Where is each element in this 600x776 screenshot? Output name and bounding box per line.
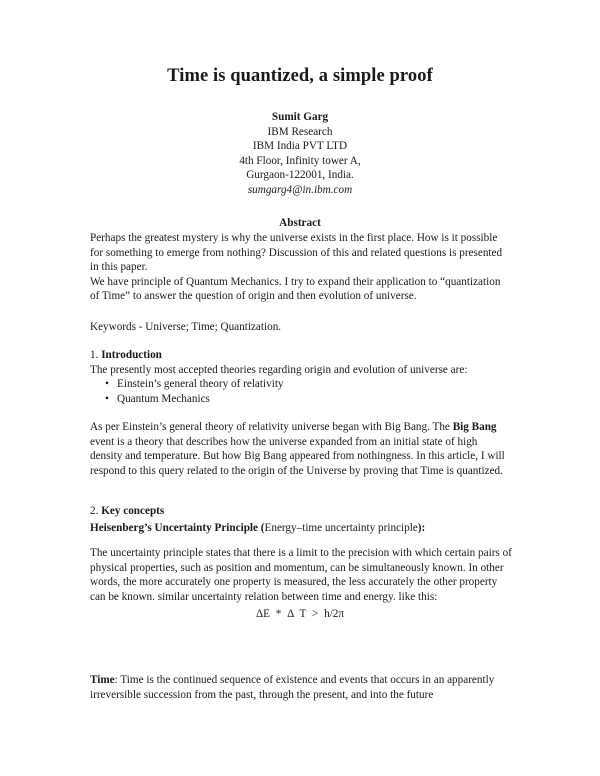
- time-term: Time: [90, 674, 115, 686]
- abstract-paragraph-1: Perhaps the greatest mystery is why the universe exists in the first place. How is it possible for something to emerge from nothing? Discussion of this and related questions is presented in this paper.: [90, 232, 503, 274]
- list-item-text: Einstein’s general theory of relativity: [117, 378, 284, 391]
- bullet-icon: •: [105, 378, 109, 391]
- list-item-text: Quantum Mechanics: [117, 392, 210, 405]
- time-definition-paragraph: [90, 673, 512, 702]
- abstract-heading: Abstract: [279, 217, 321, 229]
- key-concepts-number: 2.: [90, 505, 102, 517]
- abstract-body: [90, 231, 512, 304]
- heisenberg-close: ):: [417, 522, 426, 534]
- keywords: Keywords - Universe; Time; Quantization.: [90, 321, 282, 333]
- big-bang-term: Big Bang: [452, 421, 497, 433]
- bullet-icon: •: [105, 392, 109, 405]
- list-item: [90, 377, 512, 392]
- heisenberg-heading: [90, 521, 512, 536]
- theory-list: [90, 377, 512, 406]
- key-concepts-title: Key concepts: [101, 505, 165, 517]
- author-affiliation-2: IBM India PVT LTD: [252, 140, 348, 153]
- introduction-heading: [90, 348, 512, 363]
- big-bang-text-start: As per Einstein’s general theory of relativity universe began with Big Bang. The: [90, 421, 453, 433]
- paper-title: Time is quantized, a simple proof: [167, 66, 433, 86]
- author-email: sumgarg4@in.ibm.com: [247, 183, 353, 196]
- heisenberg-subtitle: Energy–time uncertainty principle: [264, 522, 418, 534]
- time-definition: : Time is the continued sequence of existence and events that occurs in an apparently irreversible succession from the past, through the present, and into the future: [90, 674, 495, 701]
- author-address-1: 4th Floor, Infinity tower A,: [239, 154, 361, 167]
- introduction-section: [90, 348, 512, 406]
- abstract-paragraph-2: We have principle of Quantum Mechanics. I try to expand their application to “quantization of Time” to answer the question of origin and then evolution of universe.: [90, 275, 501, 303]
- author-affiliation-1: IBM Research: [267, 125, 333, 138]
- key-concepts-heading: [90, 504, 512, 519]
- big-bang-paragraph: [90, 420, 512, 478]
- introduction-title: Introduction: [101, 349, 162, 361]
- list-item: [90, 392, 512, 407]
- introduction-lead: The presently most accepted theories regarding origin and evolution of universe are:: [90, 363, 468, 376]
- uncertainty-equation: ΔE * Δ T > h/2π: [255, 608, 345, 620]
- author-block: [0, 110, 600, 198]
- introduction-number: 1.: [90, 349, 102, 361]
- big-bang-text-end: event is a theory that describes how the universe expanded from an initial state of high density and temperature. But how Big Bang appeared from nothingness. In this article, I will respond to this query related to the origin of the Universe by proving that Time is quantized.: [90, 435, 505, 477]
- author-name: Sumit Garg: [271, 111, 329, 123]
- heisenberg-title: Heisenberg’s Uncertainty Principle (: [90, 522, 265, 534]
- uncertainty-paragraph: The uncertainty principle states that there is a limit to the precision with which certain pairs of physical properties, such as position and momentum, can be simultaneously known. In other words, the more accurately one property is measured, the less accurately the other property can be known. similar uncertainty relation between time and energy. like this:: [90, 547, 512, 603]
- author-address-2: Gurgaon-122001, India.: [246, 169, 354, 182]
